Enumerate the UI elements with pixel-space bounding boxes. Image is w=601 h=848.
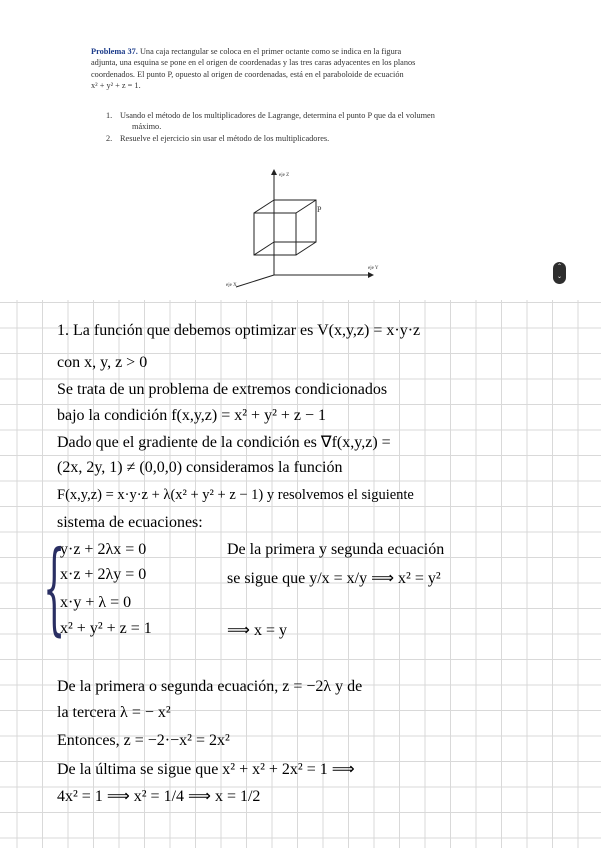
box-front-face bbox=[254, 213, 296, 255]
y-axis-label: eje Y bbox=[368, 266, 379, 271]
hw-line-1: 1. La función que debemos optimizar es V(x,y,z) = x·y·z bbox=[57, 322, 421, 339]
item-number: 1. bbox=[106, 111, 113, 120]
scroll-handle[interactable]: ⌃ ⌄ bbox=[553, 262, 566, 284]
hw-line-3: Se trata de un problema de extremos condicionados bbox=[57, 381, 388, 398]
hw-line-5: Dado que el gradiente de la condición es ∇f(x,y,z) = bbox=[57, 434, 391, 451]
hw-line-8: sistema de ecuaciones: bbox=[57, 514, 203, 531]
hw-line-4: bajo la condición f(x,y,z) = x² + y² + z − 1 bbox=[57, 407, 327, 424]
hw-eq-3: x·y + λ = 0 bbox=[60, 594, 132, 611]
statement-line-1: Una caja rectangular se coloca en el primer octante como se indica en la figura bbox=[139, 47, 402, 56]
z-axis-label: eje Z bbox=[279, 173, 290, 178]
box-figure bbox=[224, 165, 384, 289]
problem-statement bbox=[91, 46, 511, 91]
point-p-label: P bbox=[317, 205, 322, 214]
item-text: Resuelve el ejercicio sin usar el método de los multiplicadores. bbox=[120, 133, 330, 143]
hw-eq-2: x·z + 2λy = 0 bbox=[60, 566, 147, 583]
box-back-face bbox=[274, 200, 316, 242]
hw-note-3: ⟹ x = y bbox=[227, 622, 287, 639]
hw-line-13: 4x² = 1 ⟹ x² = 1/4 ⟹ x = 1/2 bbox=[57, 788, 261, 805]
problem-item-2 bbox=[106, 133, 516, 144]
hw-note-1: De la primera y segunda ecuación bbox=[227, 541, 445, 558]
problem-statement-panel bbox=[0, 0, 601, 300]
statement-line-4: x² + y² + z = 1. bbox=[91, 80, 141, 90]
hw-eq-1: y·z + 2λx = 0 bbox=[60, 541, 147, 558]
problem-item-1 bbox=[106, 110, 516, 133]
item-number: 2. bbox=[106, 133, 113, 143]
hw-note-2: se sigue que y/x = x/y ⟹ x² = y² bbox=[227, 570, 441, 587]
problem-items bbox=[106, 110, 516, 144]
hw-eq-4: x² + y² + z = 1 bbox=[60, 620, 152, 637]
hw-line-9: De la primera o segunda ecuación, z = −2λ y de bbox=[57, 678, 363, 695]
item-text-cont: máximo. bbox=[132, 122, 162, 132]
x-axis-label: eje X bbox=[226, 283, 237, 288]
hw-line-12: De la última se sigue que x² + x² + 2x² = 1 ⟹ bbox=[57, 761, 355, 778]
system-brace: { bbox=[43, 529, 66, 646]
item-text: Usando el método de los multiplicadores de Lagrange, determina el punto P que da el volumen bbox=[120, 111, 435, 120]
hw-line-7: F(x,y,z) = x·y·z + λ(x² + y² + z − 1) y resolvemos el siguiente bbox=[57, 487, 414, 503]
hw-line-11: Entonces, z = −2·−x² = 2x² bbox=[57, 732, 230, 749]
hw-line-6: (2x, 2y, 1) ≠ (0,0,0) consideramos la función bbox=[57, 459, 343, 476]
hw-line-2: con x, y, z > 0 bbox=[57, 354, 148, 371]
x-axis bbox=[236, 275, 274, 287]
problem-title: Problema 37. bbox=[91, 47, 138, 56]
hw-line-10: la tercera λ = − x² bbox=[57, 704, 171, 721]
statement-line-3: coordenados. El punto P, opuesto al origen de coordenadas, está en el paraboloide de ecuación bbox=[91, 69, 404, 79]
statement-line-2: adjunta, una esquina se pone en el origen de coordenadas y las tres caras adyacentes en los planos bbox=[91, 58, 416, 68]
